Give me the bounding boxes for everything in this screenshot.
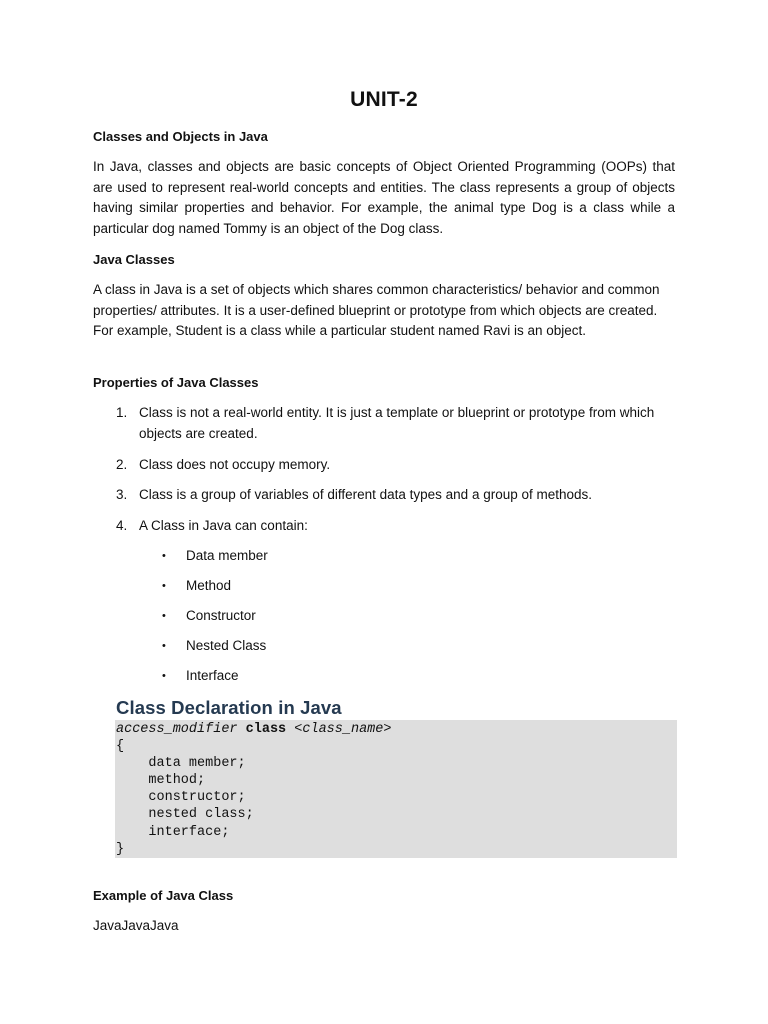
code-line: } (116, 842, 125, 857)
list-text: Class does not occupy memory. (139, 457, 331, 472)
bullet-text: Interface (186, 668, 239, 683)
paragraph-classes-objects: In Java, classes and objects are basic concepts of Object Oriented Programming (OOPs) that are used to represent real-world concepts and entities. The class represents a group of objects having similar properties and behavior. For example, the animal type Dog is a class while a particular dog named Tommy is an object of the Dog class. (93, 159, 675, 236)
page-title: UNIT-2 (350, 88, 418, 111)
bullet-icon: • (162, 550, 166, 562)
code-line (116, 721, 391, 738)
heading-java-classes: Java Classes (93, 252, 175, 267)
code-line: nested class; (116, 807, 254, 822)
code-line: data member; (116, 756, 246, 771)
code-block (115, 720, 677, 858)
bullet-icon: • (162, 610, 166, 622)
code-line: interface; (116, 825, 230, 840)
heading-example: Example of Java Class (93, 888, 234, 903)
bullet-icon: • (162, 640, 166, 652)
example-text: JavaJavaJava (93, 918, 179, 933)
bullet-icon: • (162, 580, 166, 592)
code-keyword: class (245, 722, 287, 737)
heading-classes-objects: Classes and Objects in Java (93, 129, 268, 144)
code-classname: <class_name> (294, 722, 392, 737)
code-line: constructor; (116, 790, 246, 805)
list-text: A Class in Java can contain: (139, 518, 308, 533)
code-line: { (116, 739, 125, 754)
heading-properties: Properties of Java Classes (93, 375, 259, 390)
bullet-text: Constructor (186, 608, 256, 623)
list-number: 4. (116, 518, 128, 533)
code-modifier: access_modifier (116, 722, 238, 737)
list-number: 2. (116, 457, 128, 472)
bullet-text: Method (186, 578, 232, 593)
list-number: 3. (116, 487, 128, 502)
code-line: method; (116, 773, 206, 788)
list-text: Class is a group of variables of different data types and a group of methods. (139, 487, 593, 502)
bullet-text: Nested Class (186, 638, 267, 653)
list-text: Class is not a real-world entity. It is just a template or blueprint or prototype from which objects are created. (139, 405, 655, 441)
bullet-text: Data member (186, 548, 268, 563)
bullet-icon: • (162, 670, 166, 682)
list-number: 1. (116, 405, 128, 420)
paragraph-java-classes: A class in Java is a set of objects which shares common characteristics/ behavior and common properties/ attributes. It is a user-defined blueprint or prototype from which objects are created. For example, Student is a class while a particular student named Ravi is an object. (93, 282, 660, 339)
heading-class-declaration: Class Declaration in Java (116, 697, 342, 718)
